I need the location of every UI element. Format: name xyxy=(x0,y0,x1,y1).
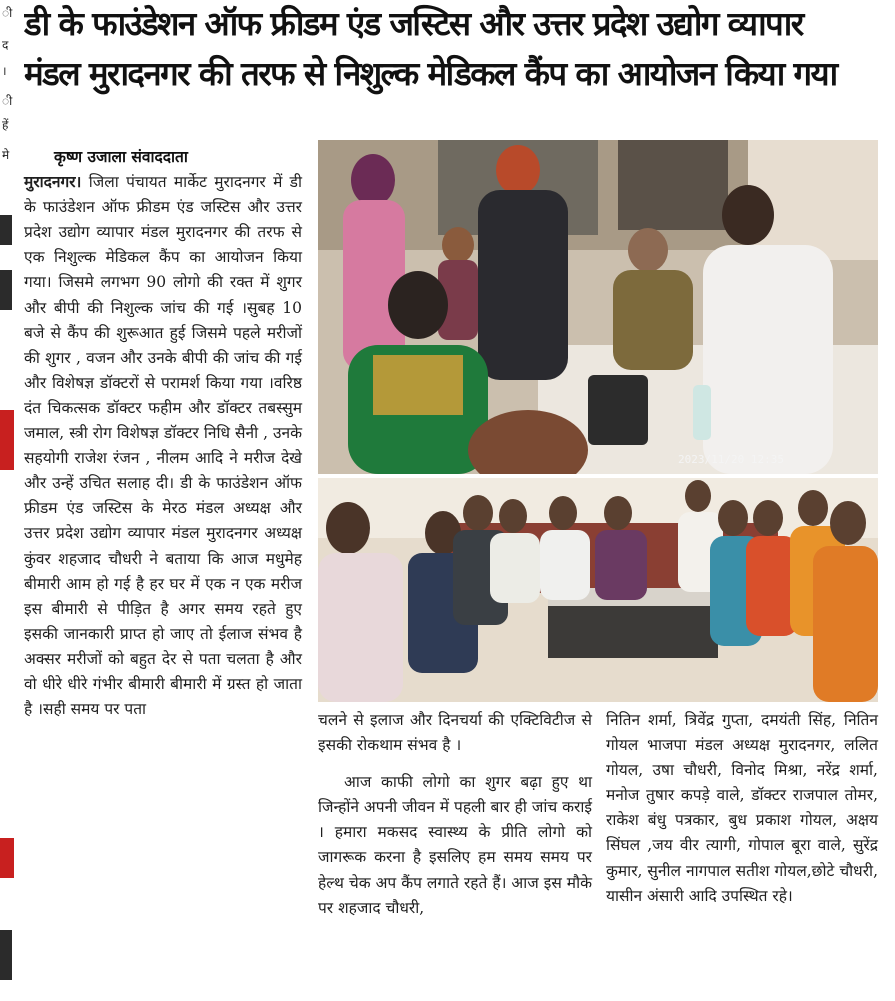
medical-checkup-illustration xyxy=(318,140,878,474)
strip-dark-glyph xyxy=(0,930,12,980)
strip-fragment: । xyxy=(2,64,7,78)
byline: कृष्ण उजाला संवाददाता xyxy=(54,147,188,166)
strip-fragment: मे xyxy=(2,148,10,162)
medical-checkup-photo xyxy=(318,140,878,474)
photo-timestamp: 2023/11/20 12:35 xyxy=(678,453,784,466)
column-1-text xyxy=(24,169,302,722)
headline-line-2: मंडल मुरादनगर की तरफ से निशुल्क मेडिकल कैंप का आयोजन किया गया xyxy=(24,54,837,93)
strip-fragment: द xyxy=(2,38,9,52)
group-meeting-photo xyxy=(318,478,878,702)
article-column-2 xyxy=(318,708,592,921)
headline xyxy=(24,0,890,100)
column-1-body: जिला पंचायत मार्केट मुरादनगर में डी के फाउंडेशन ऑफ फ्रीडम एंड जस्टिस और उत्तर प्रदेश उद्योग व्यापार मंडल मुरादनगर की तरफ से एक निशुल्क मेडिकल कैंप का आयोजन किया गया। जिसमे लगभग 90 लोगो की रक्त में शुगर और बीपी की निशुल्क जांच की गई ।सुबह 10 बजे से कैंप की शुरूआत हुई जिसमे पहले मरीजों की शुगर , वजन और उनके बीपी की जांच की गई और विशेषज्ञ डॉक्टरों से परामर्श किया गया ।वरिष्ठ दंत चिकत्सक डॉक्टर फहीम और डॉक्टर तबस्सुम जमाल, स्त्री रोग विशेषज्ञ डॉक्टर निधि सैनी , उनके सहयोगी राजेश रंजन , नीलम आदि ने मरीज देखे और उन्हें उचित सलाह दी। डी के फाउंडेशन ऑफ फ्रीडम एंड जस्टिस के मेरठ मंडल अध्यक्ष और उत्तर प्रदेश उद्योग व्यापार मंडल मुरादनगर अध्यक्ष कुंवर शहजाद चौधरी ने बताया कि आज मधुमेह बीमारी आम हो गई है हर घर में एक न एक मरीज इस बीमारी से पीड़ित है अगर समय रहते हुए इसकी जानकारी प्राप्त हो जाए तो ईलाज संभव है अक्सर मरीजों को बहुत देर से पता चलता है और वो धीरे धीरे गंभीर बीमारी बीमारी में ग्रस्त हो जाता है ।सही समय पर पता xyxy=(24,173,302,719)
strip-red-block xyxy=(0,838,14,878)
strip-fragment: ी xyxy=(2,6,13,20)
dateline: मुरादनगर। xyxy=(24,172,82,192)
column-2-paragraph-1: चलने से इलाज और दिनचर्या की एक्टिविटीज से इसकी रोकथाम संभव है । xyxy=(318,711,592,755)
strip-red-block xyxy=(0,410,14,470)
article-column-3 xyxy=(606,708,878,909)
column-2-paragraph-2: आज काफी लोगो का शुगर बढ़ा हुए था जिन्होंने अपनी जीवन में पहली बार ही जांच कराई । हमारा मकसद स्वास्थ्य के प्रीति लोगो को जागरूक करना है इसलिए हम समय समय पर हेल्थ चेक अप कैंप लगाते रहते हैं। आज इस मौके पर शहजाद चौधरी, xyxy=(318,773,592,917)
strip-dark-glyph xyxy=(0,270,12,310)
article-column-1 xyxy=(24,144,302,722)
column-3-text: नितिन शर्मा, त्रिवेंद्र गुप्ता, दमयंती सिंह, नितिन गोयल भाजपा मंडल अध्यक्ष मुरादनगर, ललित गोयल, उषा चौधरी, विनोद मिश्रा, नरेंद्र शर्मा, मनोज तुषार कपड़े वाले, डॉक्टर राजपाल तोमर, राकेश बंधु पत्रकार, बुध प्रकाश गोयल, अक्षय सिंघल ,जय वीर त्यागी, गोपाल बूरा वाले, सुरेंद्र कुमार, सुनील नागपाल सतीश गोयल,छोटे चौधरी, यासीन अंसारी आदि उपस्थित रहे। xyxy=(606,711,878,905)
strip-fragment: ी xyxy=(2,94,13,108)
adjacent-article-strip xyxy=(0,0,20,1001)
headline-line-1: डी के फाउंडेशन ऑफ फ्रीडम एंड जस्टिस और उत्तर प्रदेश उद्योग व्यापार xyxy=(24,4,803,43)
strip-dark-glyph xyxy=(0,215,12,245)
group-meeting-illustration xyxy=(318,478,878,702)
strip-fragment: हें xyxy=(2,118,9,132)
